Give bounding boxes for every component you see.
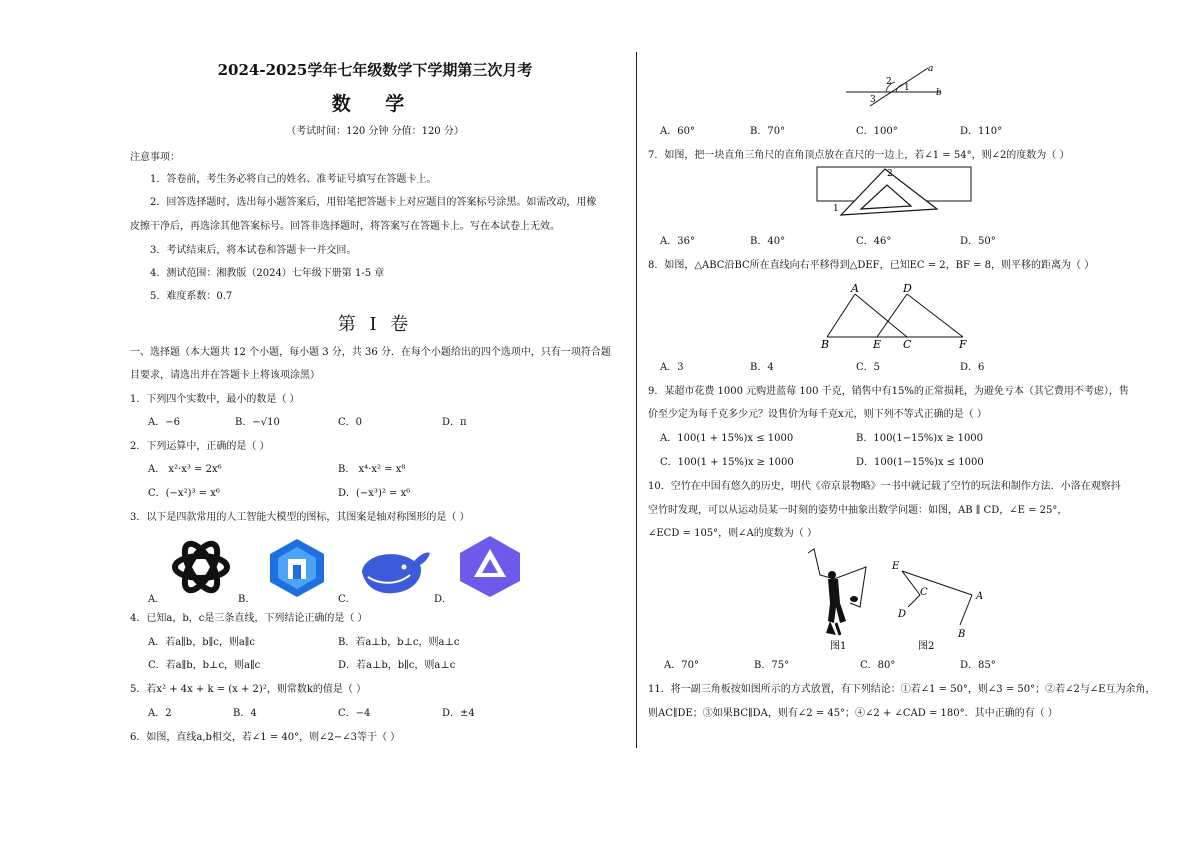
q8-option-c: C．5 <box>856 362 881 373</box>
q9-option-c: C．100(1 + 15%)x ≥ 1000 <box>660 457 794 468</box>
note-item: 1．答卷前，考生务必将自己的姓名、准考证号填写在答题卡上。 <box>150 174 437 185</box>
q10-fig1-caption: 图1 <box>830 641 847 652</box>
question-11-stem-cont: 则AC∥DE；③如果BC∥DA，则有∠2 = 45°；④∠2 + ∠CAD = 180°．其中正确的有（ ） <box>648 708 1058 719</box>
q8-label-A: A <box>851 282 859 295</box>
question-5-stem: 5．若x² + 4x + k = (x + 2)²，则常数k的值是（ ） <box>130 684 367 695</box>
q6-label-a: a <box>928 64 934 74</box>
q10-label-B: B <box>958 629 966 640</box>
q4-option-c: C．若a∥b，b⊥c，则a∥c <box>148 660 261 671</box>
q4-option-d: D．若a⊥b，b∥c，则a⊥c <box>338 660 456 671</box>
question-9-stem-cont: 价至少定为每千克多少元？设售价为每千克x元，则下列不等式正确的是（ ） <box>648 409 987 420</box>
section-intro: 目要求，请选出并在答题卡上将该项涂黑） <box>130 370 320 381</box>
q1-option-a: A．−6 <box>148 417 180 428</box>
q2-option-c: C．(−x²)³ = x⁶ <box>148 488 220 499</box>
q9-option-d: D．100(1−15%)x ≤ 1000 <box>856 457 984 468</box>
q10-label-E: E <box>892 561 900 572</box>
question-10-stem-cont: 空竹时发现，可以从运动员某一时刻的姿势中抽象出数学问题：如图，AB ∥ CD，∠E = 25°， <box>648 505 1068 516</box>
q8-option-b: B．4 <box>750 362 774 373</box>
question-4-stem: 4．已知a，b，c是三条直线，下列结论正确的是（ ） <box>130 613 368 624</box>
q7-option-d: D．50° <box>960 236 996 247</box>
q7-angle-1: 1 <box>833 204 839 214</box>
note-item: 3．考试结束后，将本试卷和答题卡一并交回。 <box>150 245 357 256</box>
q10-option-a: A．70° <box>664 660 699 671</box>
question-6-stem: 6．如图，直线a,b相交，若∠1 = 40°，则∠2−∠3等于（ ） <box>130 732 401 743</box>
section-intro: 一、选择题（本大题共 12 个小题，每小题 3 分，共 36 分．在每个小题给出的四个选项中，只有一项符合题 <box>130 347 611 358</box>
q6-angle-2: 2 <box>886 77 892 87</box>
question-9-stem: 9．某超市花费 1000 元购进蓝莓 100 千克，销售中有15%的正常损耗，为避免亏本（其它费用不考虑），售 <box>648 386 1129 397</box>
q10-label-A: A <box>976 591 984 602</box>
q5-option-a: A．2 <box>148 708 172 719</box>
question-10-stem: 10．空竹在中国有悠久的历史，明代《帝京景物略》一书中就记载了空竹的玩法和制作方法．小洛在观察抖 <box>648 481 1121 492</box>
q10-option-b: B．75° <box>754 660 790 671</box>
question-2-stem: 2．下列运算中，正确的是（ ） <box>130 441 270 452</box>
column-divider <box>636 52 637 748</box>
q7-option-b: B．40° <box>750 236 786 247</box>
question-3-stem: 3．以下是四款常用的人工智能大模型的图标，其图案是轴对称图形的是（ ） <box>130 512 470 523</box>
q6-option-b: B．70° <box>750 126 786 137</box>
q1-option-c: C．0 <box>338 417 363 428</box>
q3-option-c: C． <box>338 594 356 605</box>
q8-option-a: A．3 <box>660 362 684 373</box>
q10-figure-2 <box>890 555 1000 655</box>
whale-logo-icon <box>358 545 434 597</box>
note-item: 2．回答选择题时，选出每小题答案后，用铅笔把答题卡上对应题目的答案标号涂黑。如需改动，用橡 <box>150 197 597 208</box>
q1-option-d: D．π <box>442 417 467 428</box>
exam-title: 2024-2025学年七年级数学下学期第三次月考 <box>217 61 533 79</box>
question-8-stem: 8．如图，△ABC沿BC所在直线向右平移得到△DEF，已知EC = 2，BF = 8，则平移的距离为（ ） <box>648 260 1095 271</box>
q3-option-b: B． <box>238 594 256 605</box>
q2-option-d: D．(−x³)² = x⁶ <box>338 488 411 499</box>
q10-fig2-caption: 图2 <box>918 641 935 652</box>
q10-label-D: D <box>898 609 907 620</box>
q10-option-d: D．85° <box>960 660 996 671</box>
q5-option-c: C．−4 <box>338 708 371 719</box>
q6-label-b: b <box>936 88 942 98</box>
q9-option-a: A．100(1 + 15%)x ≤ 1000 <box>660 433 794 444</box>
q3-option-a: A． <box>148 594 166 605</box>
q8-label-B: B <box>821 338 830 351</box>
notes-heading: 注意事项： <box>130 152 180 163</box>
question-7-stem: 7．如图，把一块直角三角尺的直角顶点放在直尺的一边上，若∠1 = 54°，则∠2的度数为（ ） <box>648 150 1070 161</box>
q8-option-d: D．6 <box>960 362 985 373</box>
q8-label-F: F <box>959 338 967 351</box>
q10-figure-1-athlete <box>800 545 880 655</box>
q9-option-b: B．100(1−15%)x ≥ 1000 <box>856 433 984 444</box>
note-item: 皮擦干净后，再选涂其他答案标号。回答非选择题时，将答案写在答题卡上。写在本试卷上无效。 <box>130 221 560 232</box>
q8-label-E: E <box>873 338 882 351</box>
q6-angle-1: 1 <box>904 83 910 93</box>
q7-option-c: C．46° <box>856 236 892 247</box>
q10-label-C: C <box>920 587 928 598</box>
q3-option-d: D． <box>434 594 453 605</box>
note-item: 5．难度系数：0.7 <box>150 291 233 302</box>
q6-option-d: D．110° <box>960 126 1003 137</box>
section-title: 第 I 卷 <box>337 314 413 335</box>
qwen-logo-icon <box>456 533 524 599</box>
q2-option-a: A． x²·x³ = 2x⁶ <box>148 464 222 475</box>
q6-option-a: A．60° <box>660 126 695 137</box>
q5-option-d: D．±4 <box>442 708 475 719</box>
q4-option-a: A．若a∥b，b∥c，则a∥c <box>148 637 256 648</box>
q4-option-b: B．若a⊥b，b⊥c，则a⊥c <box>338 637 460 648</box>
q2-option-b: B． x⁴·x² = x⁸ <box>338 464 406 475</box>
question-1-stem: 1．下列四个实数中，最小的数是（ ） <box>130 394 300 405</box>
q1-option-b: B．−√10 <box>235 417 280 428</box>
q7-figure <box>815 165 975 233</box>
q7-angle-2: 2 <box>887 169 893 179</box>
q6-angle-3: 3 <box>870 95 876 105</box>
q8-label-C: C <box>903 338 912 351</box>
q8-label-D: D <box>903 282 912 295</box>
q8-figure <box>815 282 975 352</box>
note-item: 4．测试范围：湘教版（2024）七年级下册第 1-5 章 <box>150 268 385 279</box>
q6-figure <box>840 60 960 110</box>
blue-cube-logo-icon <box>266 537 328 599</box>
q6-option-c: C．100° <box>856 126 898 137</box>
subject-title: 数 学 <box>331 93 419 115</box>
q5-option-b: B．4 <box>233 708 257 719</box>
openai-logo-icon <box>165 535 237 599</box>
exam-info: （考试时间：120 分钟 分值：120 分） <box>286 126 464 137</box>
q10-option-c: C．80° <box>860 660 896 671</box>
q7-option-a: A．36° <box>660 236 695 247</box>
question-10-stem-cont: ∠ECD = 105°，则∠A的度数为（ ） <box>648 528 817 539</box>
question-11-stem: 11．将一副三角板按如图所示的方式放置，有下列结论：①若∠1 = 50°，则∠3 = 50°；②若∠2与∠E互为余角， <box>648 684 1156 695</box>
